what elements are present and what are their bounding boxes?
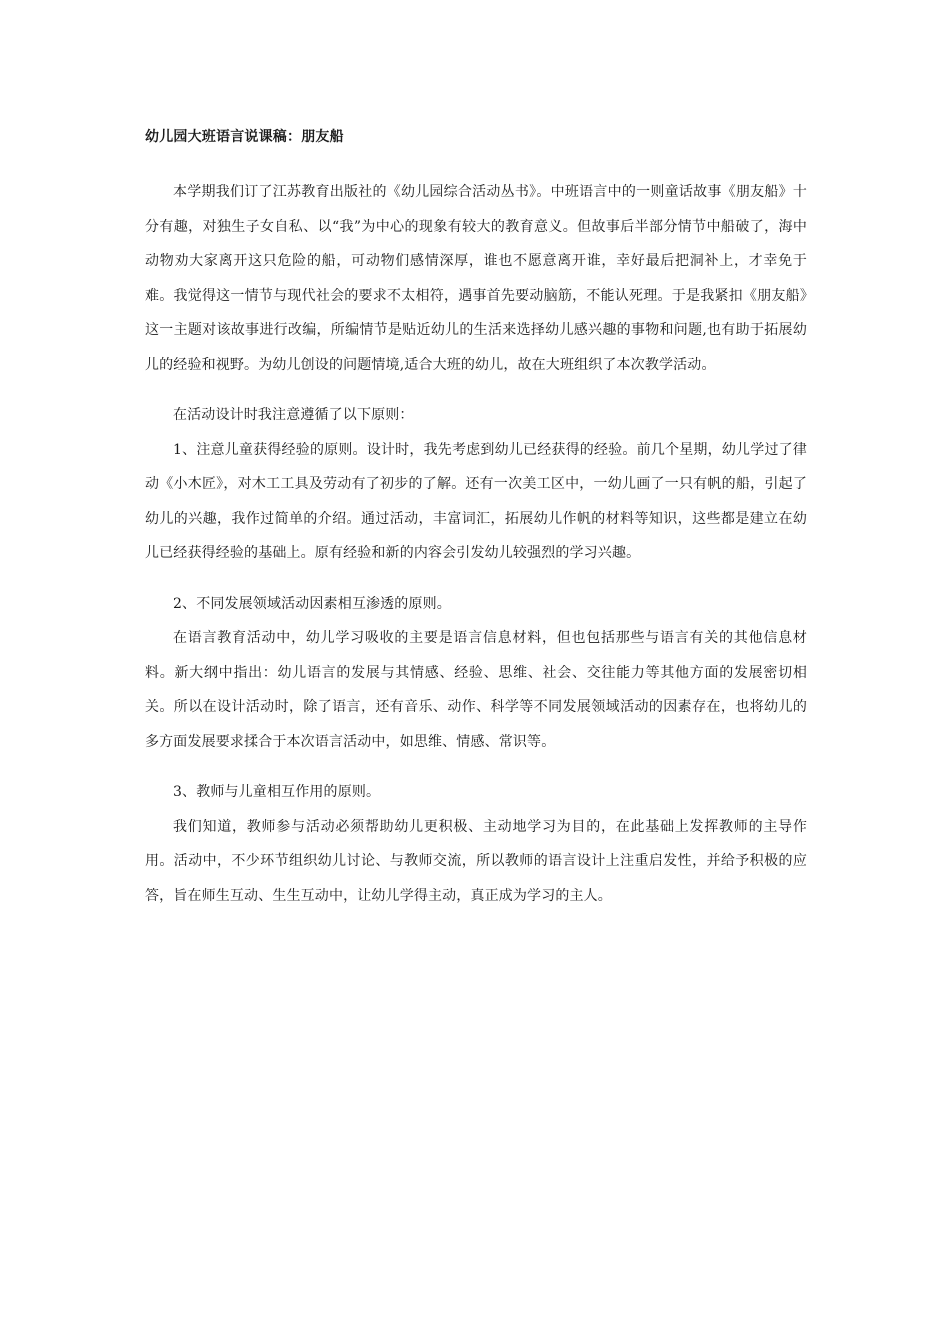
document-title: 幼儿园大班语言说课稿：朋友船 <box>145 129 344 145</box>
paragraph-intro: 本学期我们订了江苏教育出版社的《幼儿园综合活动丛书》。中班语言中的一则童话故事《朋友船》十分有趣，对独生子女自私、以“我”为中心的现象有较大的教育意义。但故事后半部分情节中船破了，海中动物劝大家离开这只危险的船，可动物们感情深厚，谁也不愿意离开谁，幸好最后把洞补上，才幸免于难。我觉得这一情节与现代社会的要求不太相符，遇事首先要动脑筋，不能认死理。于是我紧扣《朋友船》这一主题对该故事进行改编，所编情节是贴近幼儿的生活来选择幼儿感兴趣的事物和问题,也有助于拓展幼儿的经验和视野。为幼儿创设的问题情境,适合大班的幼儿，故在大班组织了本次教学活动。 <box>145 184 807 373</box>
paragraph-principle-2-body: 在语言教育活动中，幼儿学习吸收的主要是语言信息材料，但也包括那些与语言有关的其他信息材料。新大纲中指出：幼儿语言的发展与其情感、经验、思维、社会、交往能力等其他方面的发展密切相关。所以在设计活动时，除了语言，还有音乐、动作、科学等不同发展领域活动的因素存在，也将幼儿的多方面发展要求揉合于本次语言活动中，如思维、情感、常识等。 <box>145 630 807 750</box>
document-body <box>145 127 807 913</box>
paragraph-principles-lead: 在活动设计时我注意遵循了以下原则： <box>173 407 414 423</box>
paragraph-principle-3-body: 我们知道，教师参与活动必须帮助幼儿更积极、主动地学习为目的，在此基础上发挥教师的主导作用。活动中，不少环节组织幼儿讨论、与教师交流，所以教师的语言设计上注重启发性，并给予积极的应答，旨在师生互动、生生互动中，让幼儿学得主动，真正成为学习的主人。 <box>145 818 807 904</box>
paragraph-principle-1: 1、注意儿童获得经验的原则。设计时，我先考虑到幼儿已经获得的经验。前几个星期，幼儿学过了律动《小木匠》，对木工工具及劳动有了初步的了解。还有一次美工区中，一幼儿画了一只有帆的船，引起了幼儿的兴趣，我作过简单的介绍。通过活动，丰富词汇，拓展幼儿作帆的材料等知识，这些都是建立在幼儿已经获得经验的基础上。原有经验和新的内容会引发幼儿较强烈的学习兴趣。 <box>145 441 807 561</box>
paragraph-principle-3-heading: 3、教师与儿童相互作用的原则。 <box>173 784 381 800</box>
paragraph-principle-2-heading: 2、不同发展领域活动因素相互渗透的原则。 <box>173 595 451 612</box>
